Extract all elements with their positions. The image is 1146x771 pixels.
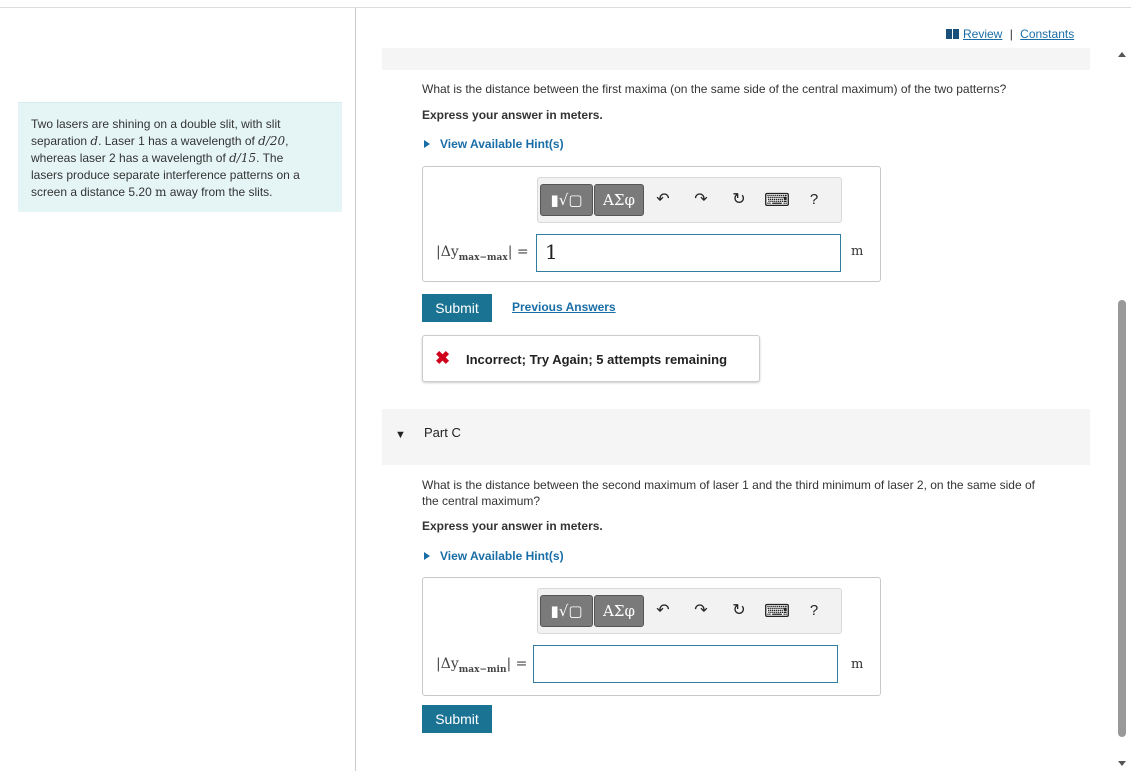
- scrollbar-thumb[interactable]: [1118, 300, 1126, 737]
- var-subscript: max−min: [458, 664, 507, 675]
- redo-icon[interactable]: ↷: [694, 602, 708, 619]
- var-subscript: max−max: [458, 252, 508, 263]
- templates-button[interactable]: ▮√▢: [540, 184, 593, 216]
- var-equals: | =: [506, 656, 528, 672]
- math-toolbar: [537, 177, 842, 223]
- question-line-1: What is the distance between the second maximum of laser 1 and the third minimum of laser 2, on the same side of: [422, 478, 1035, 492]
- submit-button[interactable]: Submit: [422, 294, 492, 322]
- part-c-hint-toggle[interactable]: [422, 549, 564, 563]
- part-c-express: Express your answer in meters.: [422, 519, 603, 533]
- problem-text: whereas laser 2 has a wavelength of: [31, 151, 230, 165]
- scroll-up-icon[interactable]: [1118, 52, 1126, 57]
- problem-line-2: [31, 133, 328, 150]
- templates-button[interactable]: ▮√▢: [540, 595, 593, 627]
- part-b-question: What is the distance between the first maxima (on the same side of the central maximum) of the two patterns?: [422, 82, 1007, 96]
- greek-symbols-button[interactable]: ΑΣφ: [594, 184, 644, 216]
- incorrect-x-icon: ✖: [435, 348, 451, 368]
- math-lambda1: d/20: [258, 134, 286, 148]
- part-b-hint-toggle[interactable]: [422, 137, 564, 151]
- submit-button[interactable]: Submit: [422, 705, 492, 733]
- problem-text: away from the slits.: [166, 185, 273, 199]
- math-lambda2: d/15: [229, 151, 257, 165]
- redo-icon[interactable]: ↷: [694, 191, 708, 208]
- undo-icon[interactable]: ↶: [656, 602, 670, 619]
- hint-label: View Available Hint(s): [440, 549, 564, 563]
- problem-line-3: [31, 150, 328, 167]
- var-main: |Δy: [436, 656, 459, 672]
- math-unit: m: [155, 185, 167, 199]
- constants-link[interactable]: Constants: [1020, 27, 1075, 41]
- previous-answers-link[interactable]: Previous Answers: [512, 300, 616, 314]
- problem-line-1: Two lasers are shining on a double slit, with slit: [31, 117, 281, 131]
- question-line-2: the central maximum?: [422, 494, 541, 508]
- help-icon[interactable]: ?: [809, 602, 819, 619]
- caret-right-icon: [424, 140, 430, 148]
- scroll-down-icon[interactable]: [1118, 761, 1126, 766]
- help-icon[interactable]: ?: [809, 191, 819, 208]
- reset-icon[interactable]: ↻: [732, 602, 746, 619]
- var-main: |Δy: [436, 244, 459, 260]
- problem-line-5: [31, 184, 328, 201]
- problem-text: . Laser 1 has a wavelength of: [98, 134, 259, 148]
- answer-input[interactable]: 1: [536, 234, 841, 272]
- hint-label: View Available Hint(s): [440, 137, 564, 151]
- answer-unit: m: [851, 657, 864, 672]
- problem-statement: [18, 102, 342, 212]
- answer-unit: m: [851, 244, 864, 259]
- problem-text: ,: [285, 134, 289, 148]
- keyboard-icon[interactable]: ⌨: [764, 601, 790, 621]
- panel-divider: [355, 8, 356, 771]
- problem-line-4: lasers produce separate interference patterns on a: [31, 168, 300, 182]
- collapse-arrow-icon[interactable]: ▼: [395, 429, 406, 441]
- answer-input[interactable]: [533, 645, 838, 683]
- top-border: [0, 7, 1131, 8]
- reset-icon[interactable]: ↻: [732, 191, 746, 208]
- problem-text: screen a distance 5.20: [31, 185, 156, 199]
- caret-right-icon: [424, 552, 430, 560]
- math-toolbar: [537, 588, 842, 634]
- keyboard-icon[interactable]: ⌨: [764, 190, 790, 210]
- undo-icon[interactable]: ↶: [656, 191, 670, 208]
- answer-variable-label: [436, 656, 527, 675]
- answer-variable-label: [436, 244, 529, 263]
- part-c-question: [422, 477, 1035, 509]
- part-b-header: [382, 48, 1090, 70]
- feedback-text: Incorrect; Try Again; 5 attempts remaining: [466, 352, 728, 367]
- link-separator: |: [1009, 27, 1013, 41]
- review-link[interactable]: Review: [963, 27, 1003, 41]
- math-d: d: [90, 134, 99, 148]
- var-equals: | =: [507, 244, 529, 260]
- top-links: [946, 27, 1074, 41]
- feedback-box: [422, 335, 760, 382]
- part-c-header[interactable]: [382, 409, 1090, 465]
- problem-text: separation: [31, 134, 91, 148]
- part-c-title[interactable]: Part C: [424, 425, 461, 440]
- part-c-answer-box: [422, 577, 881, 696]
- problem-text: . The: [256, 151, 284, 165]
- part-b-answer-box: [422, 166, 881, 282]
- book-icon: [946, 28, 960, 38]
- part-b-express: Express your answer in meters.: [422, 108, 603, 122]
- greek-symbols-button[interactable]: ΑΣφ: [594, 595, 644, 627]
